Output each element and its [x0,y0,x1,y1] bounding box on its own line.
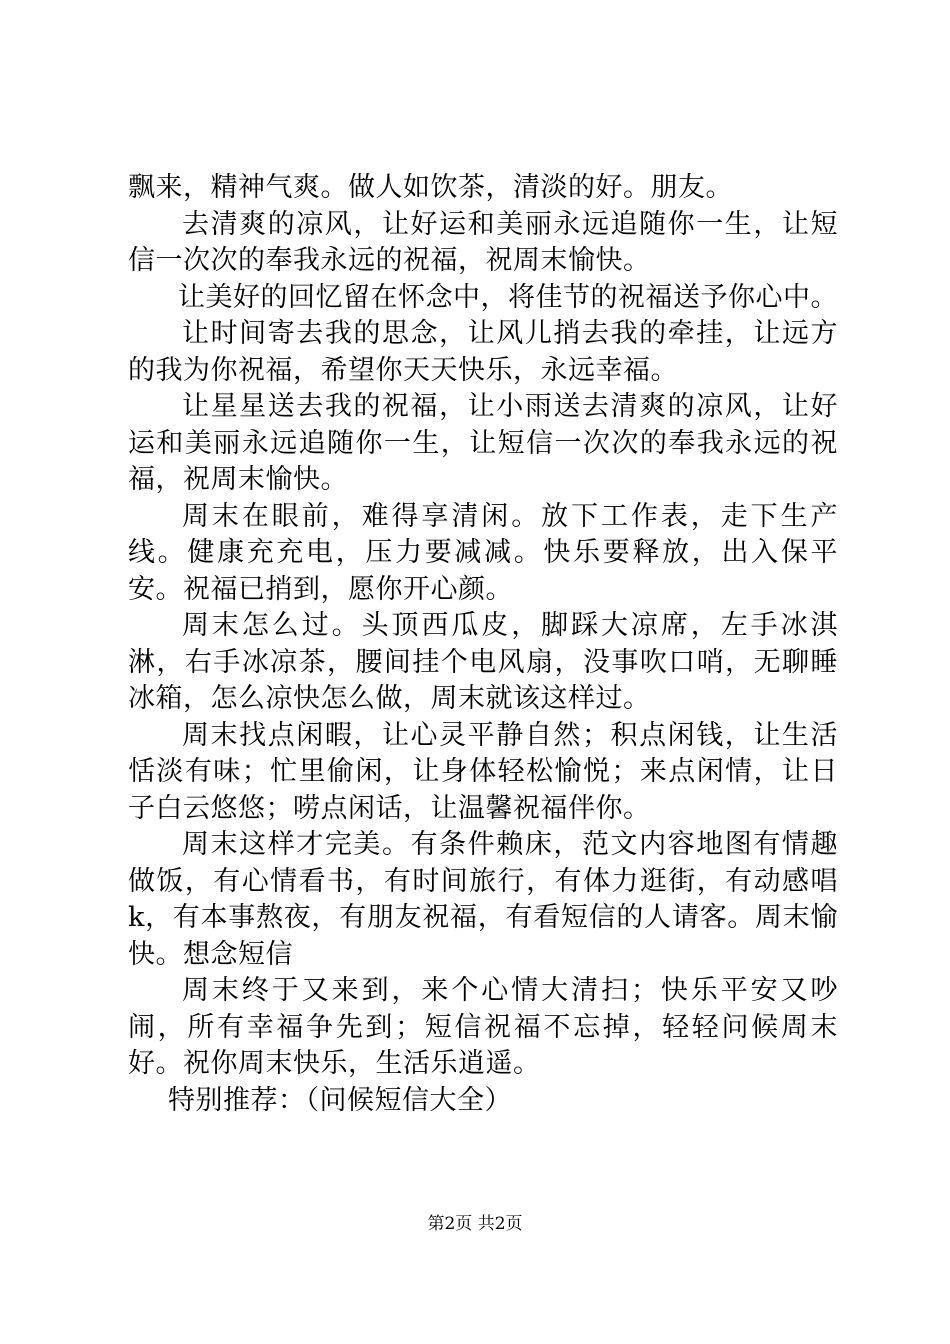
paragraph-11: 特别推荐：（问候短信大全） [168,1084,512,1116]
paragraph-9: 周末这样才完美。有条件赖床，范文内容地图有情趣做饭，有心情看书，有时间旅行，有体力逛街，有动感唱k，有本事熬夜，有朋友祝福，有看短信的人请客。周末愉快。想念短信 [128,829,838,970]
document-body [128,170,838,1119]
paragraph-8: 周末找点闲暇，让心灵平静自然；积点闲钱，让生活恬淡有味；忙里偷闲，让身体轻松愉悦；来点闲情，让日子白云悠悠；唠点闲话，让温馨祝福伴你。 [128,719,838,824]
paragraph-3: 让美好的回忆留在怀念中，将佳节的祝福送予你心中。 [178,281,838,313]
paragraph-2: 去清爽的凉风，让好运和美丽永远追随你一生，让短信一次次的奉我永远的祝福，祝周末愉快。 [128,208,838,276]
paragraph-1: 飘来，精神气爽。做人如饮茶，清淡的好。朋友。 [128,172,733,203]
paragraph-4: 让时间寄去我的思念，让风儿捎去我的牵挂，让远方的我为你祝福，希望你天天快乐，永远幸福。 [128,318,838,386]
paragraph-7: 周末怎么过。头顶西瓜皮，脚踩大凉席，左手冰淇淋，右手冰凉茶，腰间挂个电风扇，没事吹口哨，无聊睡冰箱，怎么凉快怎么做，周末就该这样过。 [128,610,838,714]
page-footer: 第2页 共2页 [427,1214,523,1234]
paragraph-5: 让星星送去我的祝福，让小雨送去清爽的凉风，让好运和美丽永远追随你一生，让短信一次次的奉我永远的祝福，祝周末愉快。 [128,391,838,495]
paragraph-10: 周末终于又来到，来个心情大清扫；快乐平安又吵闹，所有幸福争先到；短信祝福不忘掉，轻轻问候周末好。祝你周末快乐，生活乐逍遥。 [128,975,838,1079]
paragraph-6: 周末在眼前，难得享清闲。放下工作表，走下生产线。健康充充电，压力要减减。快乐要释放，出入保平安。祝福已捎到，愿你开心颜。 [128,500,838,605]
